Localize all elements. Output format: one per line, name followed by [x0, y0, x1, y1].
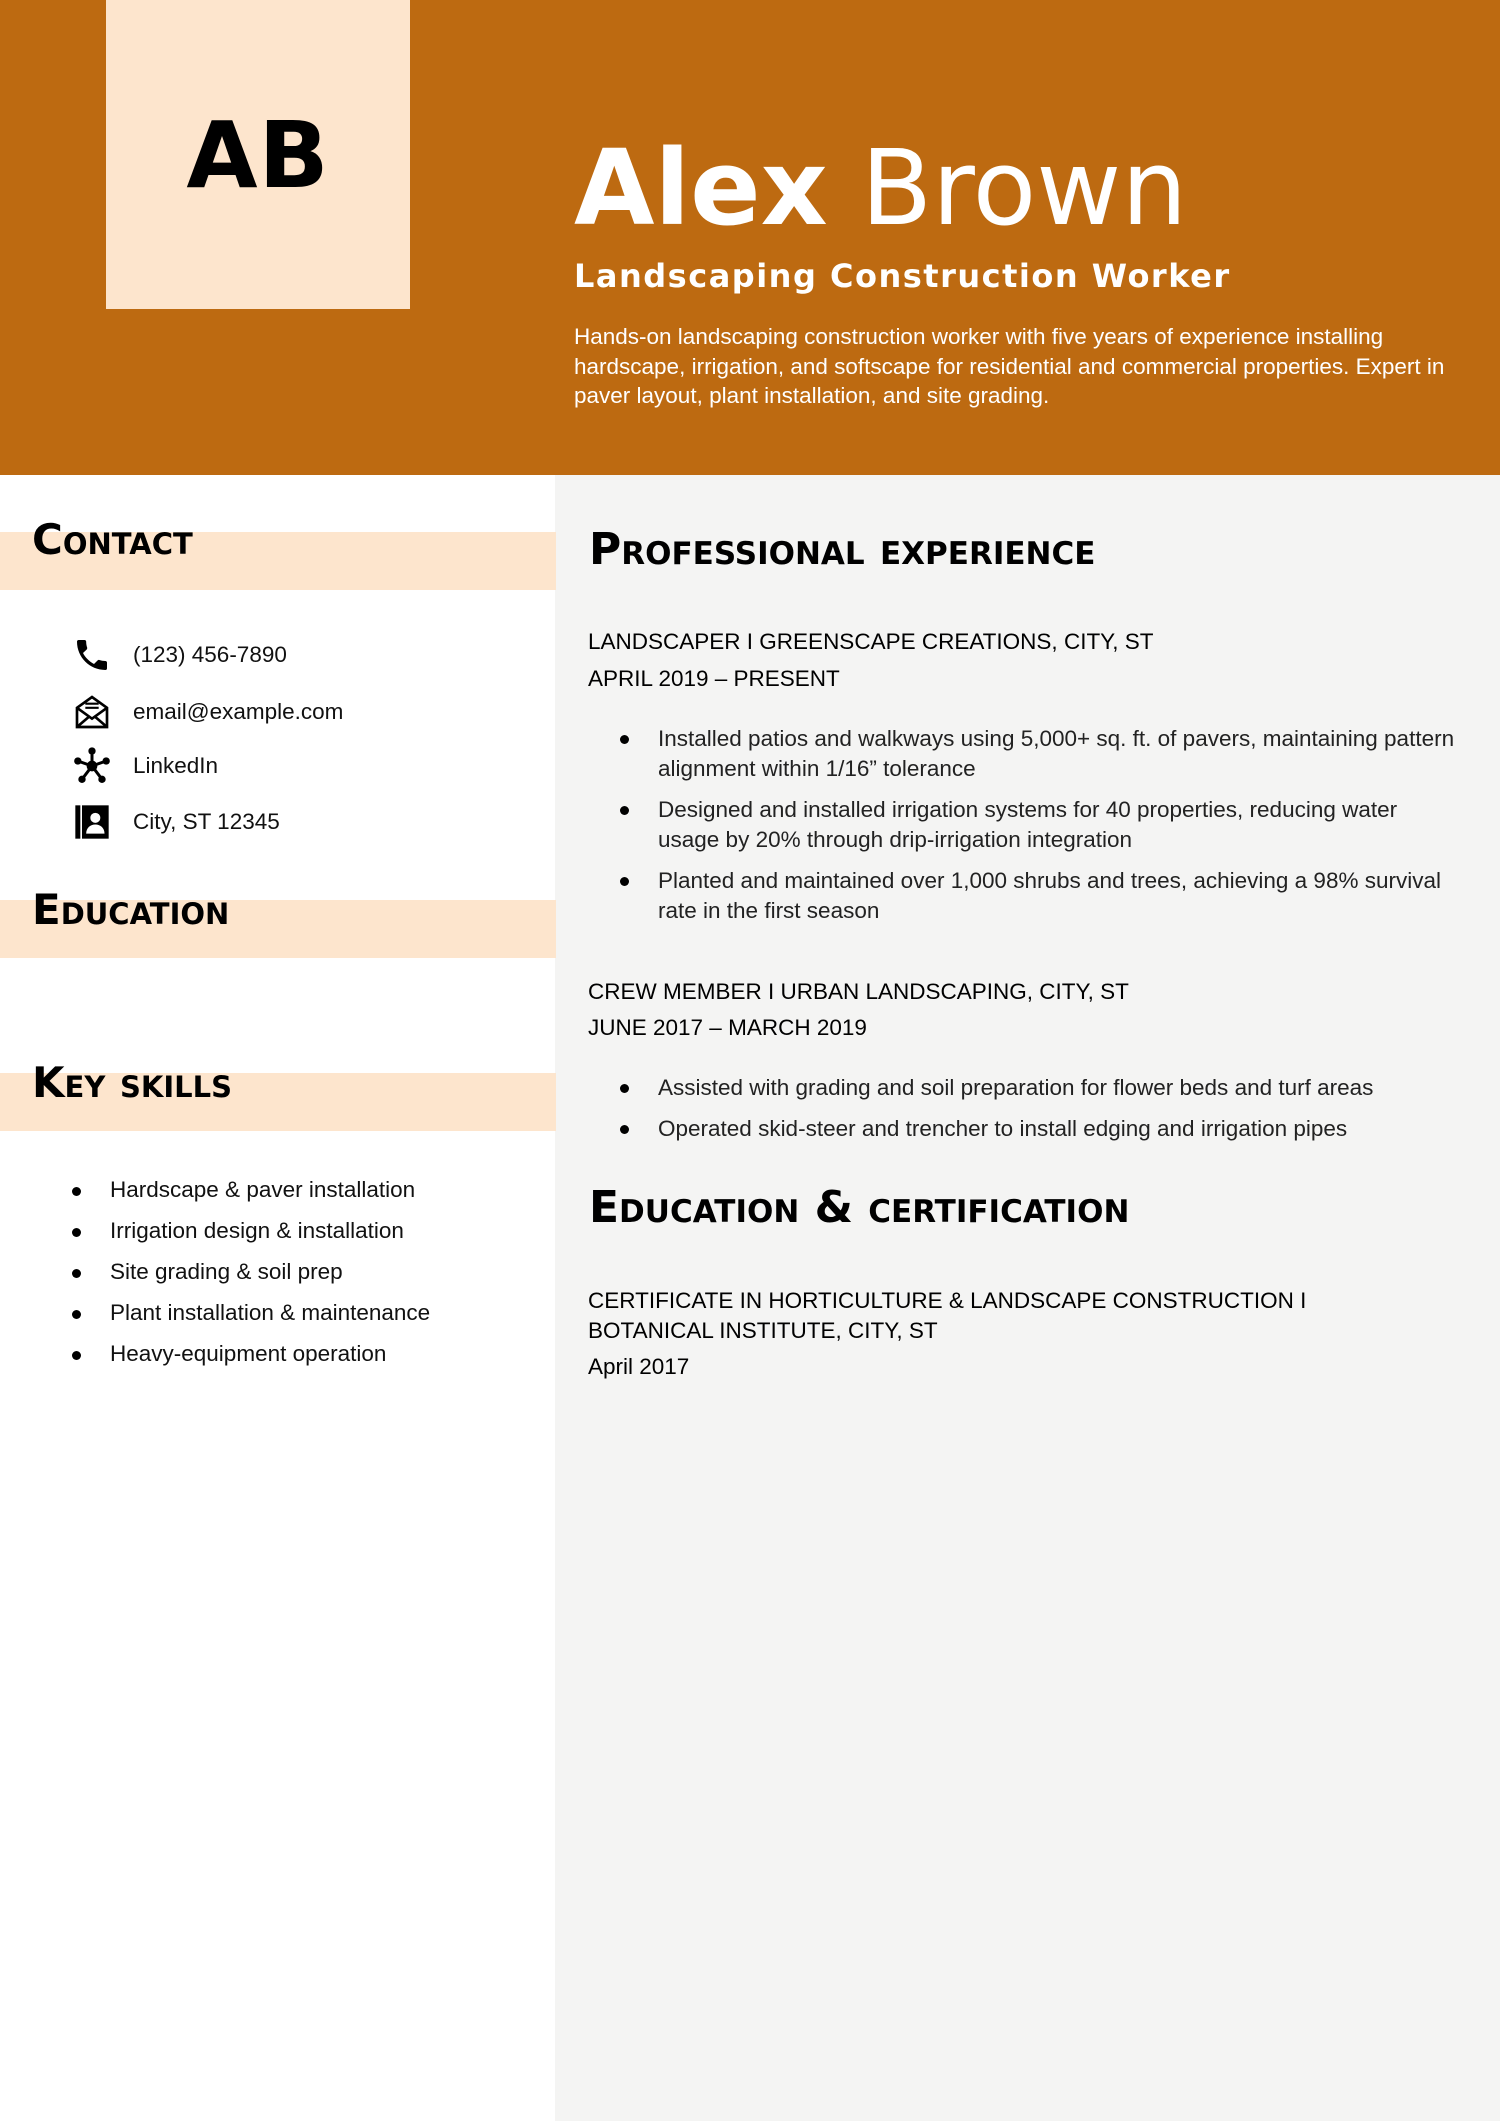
- last-name: Brown: [860, 127, 1188, 249]
- summary: Hands-on landscaping construction worker with five years of experience installing hardscape, irrigation, and softscape for residential and commercial properties. Expert in paver layout, plant installation, and site grading.: [574, 324, 1445, 408]
- phone-icon: [70, 633, 114, 677]
- skills-list: [70, 1172, 430, 1377]
- job-bullet: Operated skid-steer and trencher to install edging and irrigation pipes: [620, 1114, 1460, 1144]
- job-bullets: [620, 1073, 1460, 1155]
- job-bullet: Installed patios and walkways using 5,000+ sq. ft. of pavers, maintaining pattern alignment within 1/16” tolerance: [620, 724, 1460, 784]
- job-bullets: [620, 724, 1460, 937]
- resume-header: [0, 0, 1500, 475]
- education-heading: Education: [32, 885, 230, 934]
- experience-heading: Professional experience: [589, 524, 1096, 575]
- contact-address: [70, 800, 280, 844]
- job-dates: JUNE 2017 – MARCH 2019: [588, 1015, 867, 1040]
- monogram-box: [106, 0, 410, 309]
- job-bullet: Designed and installed irrigation systems for 40 properties, reducing water usage by 20% through drip-irrigation integration: [620, 795, 1460, 855]
- first-name: Alex: [574, 127, 828, 249]
- contact-card-icon: [70, 800, 114, 844]
- job-title-line: LANDSCAPER I GREENSCAPE CREATIONS, CITY, ST: [588, 629, 1154, 654]
- skill-item: Site grading & soil prep: [70, 1254, 430, 1295]
- linkedin-link[interactable]: LinkedIn: [133, 753, 219, 778]
- monogram: AB: [186, 102, 330, 209]
- contact-linkedin: [70, 744, 218, 788]
- skill-item: Heavy-equipment operation: [70, 1336, 430, 1377]
- job-title-line: CREW MEMBER I URBAN LANDSCAPING, CITY, ST: [588, 979, 1129, 1004]
- certification-title: CERTIFICATE IN HORTICULTURE & LANDSCAPE CONSTRUCTION I: [588, 1288, 1307, 1313]
- job-bullet: Planted and maintained over 1,000 shrubs and trees, achieving a 98% survival rate in the first season: [620, 866, 1460, 926]
- skill-item: Hardscape & paver installation: [70, 1172, 430, 1213]
- job-dates: APRIL 2019 – PRESENT: [588, 666, 840, 691]
- contact-phone: [70, 633, 287, 677]
- email-address: email@example.com: [133, 699, 344, 724]
- certification-institute: BOTANICAL INSTITUTE, CITY, ST: [588, 1318, 938, 1343]
- job-bullet: Assisted with grading and soil preparation for flower beds and turf areas: [620, 1073, 1460, 1103]
- job-title: Landscaping Construction Worker: [574, 257, 1231, 295]
- skills-heading: Key skills: [32, 1058, 232, 1107]
- contact-email: [70, 690, 343, 734]
- contact-heading: Contact: [32, 515, 193, 564]
- skill-item: Irrigation design & installation: [70, 1213, 430, 1254]
- address: City, ST 12345: [133, 809, 280, 834]
- skill-item: Plant installation & maintenance: [70, 1295, 430, 1336]
- network-icon: [70, 744, 114, 788]
- certification-heading: Education & certification: [589, 1182, 1130, 1233]
- certification-date: April 2017: [588, 1354, 690, 1379]
- phone-number: (123) 456-7890: [133, 642, 287, 667]
- envelope-icon: [70, 690, 114, 734]
- candidate-name: [574, 128, 1187, 248]
